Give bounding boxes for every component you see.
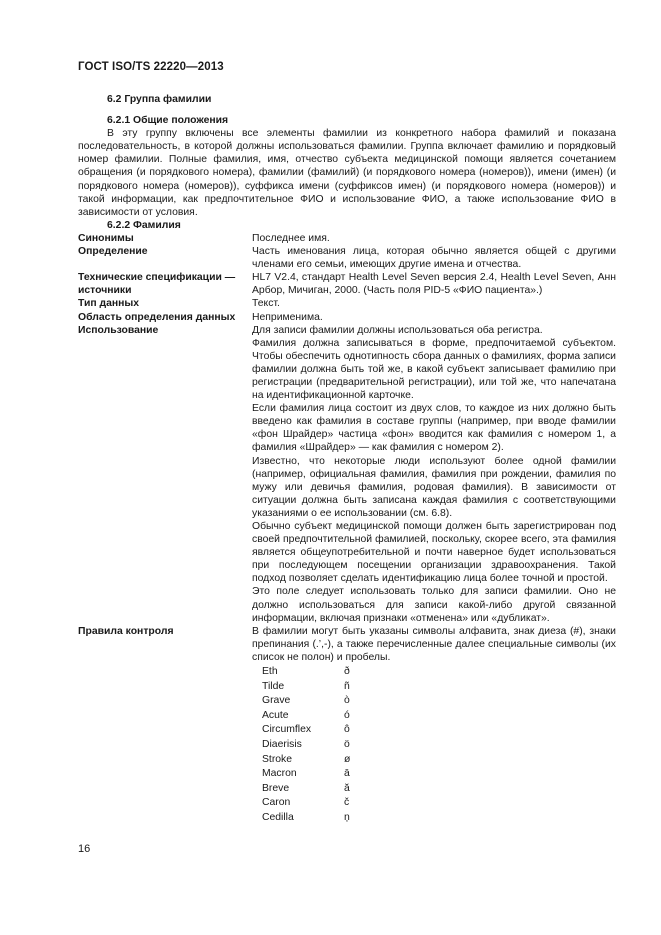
field-value (252, 271, 616, 297)
symbol-char: ă (344, 782, 350, 794)
symbol-char: ā (344, 768, 350, 780)
field-label: Правила контроля (78, 625, 174, 637)
field-value-paragraph: Для записи фамилии должны использоваться оба регистра. (252, 324, 543, 336)
symbol-name: Macron (262, 768, 297, 780)
field-value (252, 311, 616, 324)
field-value-paragraph: Текст. (252, 298, 280, 310)
field-label: Использование (78, 324, 159, 336)
field-row (78, 625, 616, 664)
field-row (78, 245, 616, 271)
field-label: Тип данных (78, 298, 140, 310)
symbol-name: Acute (262, 709, 289, 721)
field-value-paragraph: В фамилии могут быть указаны символы алфавита, знак диеза (#), знаки препинания (.’,-), а также перечисленные далее специальные символы (их список не полон) и пробелы. (252, 625, 616, 663)
symbol-char: ñ (344, 680, 350, 692)
symbol-name: Caron (262, 797, 291, 809)
field-row (78, 297, 616, 310)
symbol-char: ņ (344, 811, 350, 823)
symbol-row (262, 723, 616, 738)
field-row (78, 232, 616, 245)
field-value (252, 324, 616, 625)
symbol-row (262, 796, 616, 811)
symbol-char: ö (344, 739, 350, 750)
subsection-heading-general: 6.2.1 Общие положения (107, 115, 229, 127)
symbol-row (262, 738, 616, 753)
field-value (252, 245, 616, 271)
page-number: 16 (78, 843, 91, 855)
field-row (78, 271, 616, 297)
symbol-name: Stroke (262, 753, 293, 765)
field-label: Синонимы (78, 232, 134, 244)
field-label: Область определения данных (78, 311, 236, 323)
field-value-paragraph: Известно, что некоторые люди используют более одной фамилии (например, официальная фамилия, фамилия при рождении, фамилия по мужу или девичья фамилия, родовая фамилия). В зависимости от ситуации должна быть записана каждая фамилия с соответствующими указаниями о ее использовании (см. 6.8). (252, 455, 616, 519)
field-row (78, 324, 616, 625)
field-value-paragraph: Фамилия должна записываться в форме, предпочитаемой субъектом. Чтобы обеспечить однотипность сбора данных о фамилиях, форма записи фамилии должна быть той же, в какой субъект записывает фамилию при регистрации (предварительной регистрации), или той же, что напечатана на идентификационной карточке. (252, 337, 616, 402)
field-value-paragraph: Неприменима. (252, 311, 323, 323)
field-value-paragraph: HL7 V2.4, стандарт Health Level Seven версия 2.4, Health Level Seven, Анн Арбор, Мичиган, 2000. (Часть поля PID-5 «ФИО пациента».) (252, 272, 616, 297)
field-value (252, 232, 616, 245)
symbol-char: ø (344, 753, 351, 765)
field-value-paragraph: Если фамилия лица состоит из двух слов, то каждое из них должно быть введено как фамилия в составе группы (например, при вводе фамилии «фон Шрайдер» частица «фон» вводится как фамилия с номером 1, а фамилия «Шрайдер» — как фамилия с номером 2). (252, 403, 616, 454)
field-row (78, 311, 616, 324)
symbol-row (262, 767, 616, 782)
symbol-row (262, 811, 616, 826)
symbol-name: Cedilla (262, 811, 294, 823)
symbol-row (262, 694, 616, 709)
special-symbols-list (262, 665, 616, 826)
field-value-paragraph: Часть именования лица, которая обычно является общей с другими членами его семьи, имеющих другие имена и отчества. (252, 246, 616, 271)
symbol-char: ð (344, 666, 350, 678)
field-value (252, 297, 616, 310)
field-label: Определение (78, 246, 148, 258)
symbol-name: Breve (262, 782, 290, 794)
symbol-row (262, 753, 616, 768)
symbol-name: Eth (262, 666, 278, 678)
section-heading: 6.2 Группа фамилии (107, 94, 212, 105)
symbol-name: Circumflex (262, 724, 312, 736)
symbol-row (262, 665, 616, 680)
symbol-row (262, 782, 616, 797)
document-body (78, 93, 616, 826)
field-value-paragraph: Последнее имя. (252, 232, 330, 244)
symbol-char: ó (344, 709, 350, 721)
symbol-char: č (344, 797, 350, 809)
subsection-heading-surname: 6.2.2 Фамилия (107, 219, 181, 231)
symbol-name: Tilde (262, 680, 285, 692)
field-value-paragraph: Это поле следует использовать только для записи фамилии. Оно не должно использоваться для записи какой-либо другой связанной информации, включая признаки «отменена» или «дубликат». (252, 586, 616, 624)
field-definitions (78, 232, 616, 664)
symbol-name: Diaerisis (262, 739, 302, 750)
symbol-char: ô (344, 724, 350, 736)
intro-paragraph: В эту группу включены все элементы фамилии из конкретного набора фамилий и показана последовательность, в которой должны использоваться фамилии. Группа включает фамилию и порядковый номер фамилии. Полные фамилия, имя, отчество субъекта медицинской помощи является сочетанием обращения (и порядкового номера), фамилии (фамилий) (и порядкового номера (номеров)), имени (имен) (и порядкового номера (номеров)), суффикса имени (суффиксов имен) (и порядкового номера (номеров)) и такой информации, как предпочтительное ФИО и использование ФИО, а также использование ФИО в зависимости от условия. (78, 128, 616, 218)
field-label: Технические спецификации — источники (78, 272, 236, 297)
symbol-row (262, 709, 616, 724)
document-header: ГОСТ ISO/TS 22220—2013 (78, 61, 224, 73)
symbol-row (262, 680, 616, 695)
field-value (252, 625, 616, 664)
symbol-name: Grave (262, 695, 291, 707)
field-value-paragraph: Обычно субъект медицинской помощи должен быть зарегистрирован под своей предпочтительной фамилией, поскольку, скорее всего, эта фамилия является общеупотребительной и почти наверное будет использоваться при последующем посещении организации здравоохранения. Такой подход позволяет сделать идентификацию лица более точной и простой. (252, 521, 616, 585)
symbol-char: ò (344, 695, 350, 707)
